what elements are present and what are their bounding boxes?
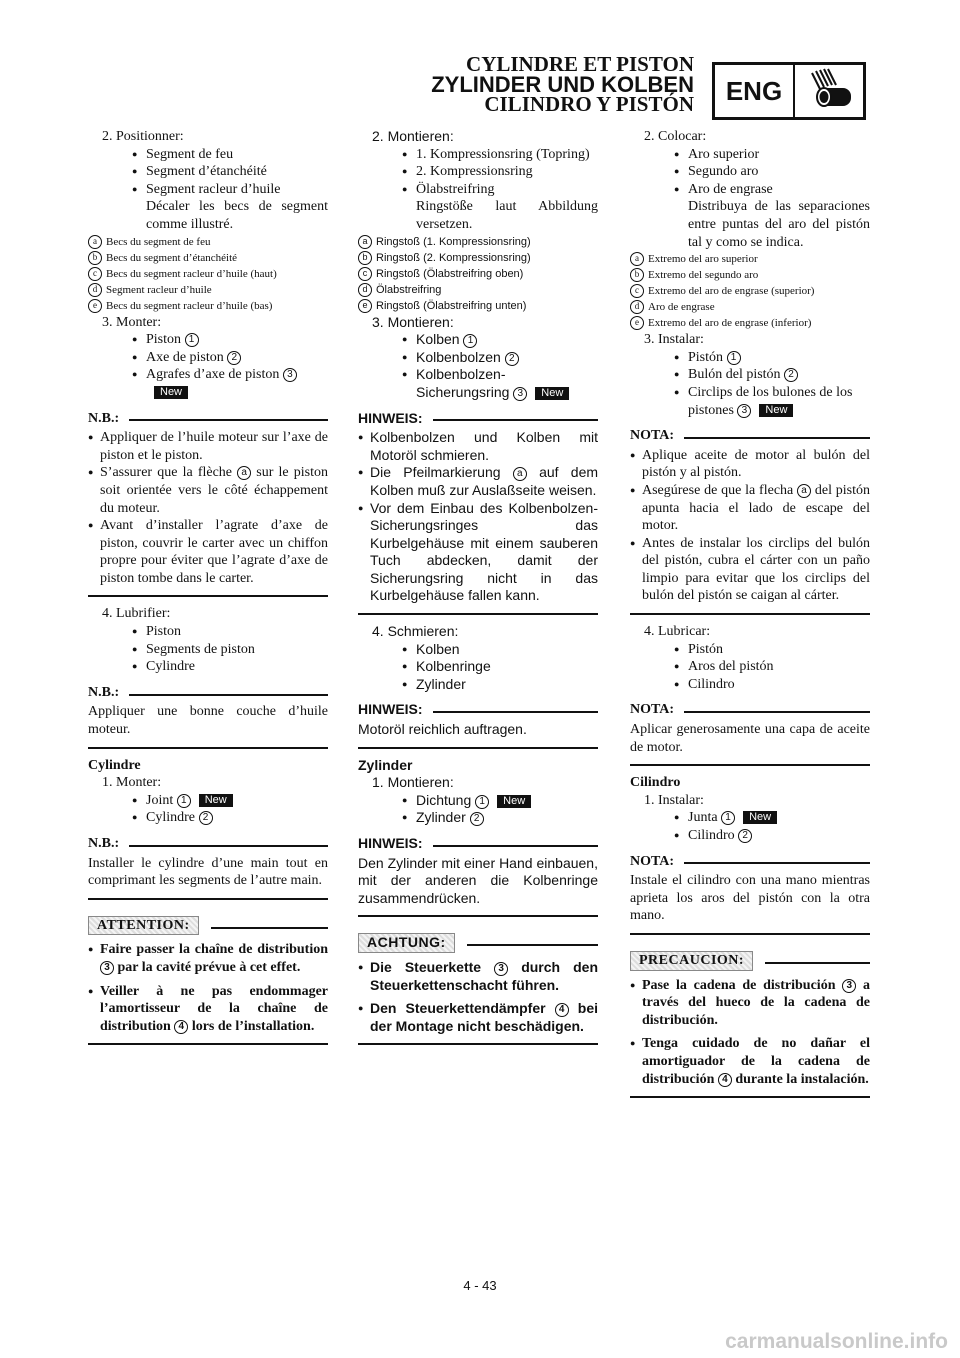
eng-label: ENG [715,65,795,117]
legend-item: a Ringstoß (1. Kompressionsring) [358,234,598,250]
legend-text: Becs du segment de feu [106,235,211,248]
warning-block: ATTENTION: ● Faire passer la chaîne de distribution 3 par la cavité prévue à cet effet. ● Veiller à ne pas endommager l’amortisseur de la chaîne de distribution 4 lors de l’installation. [88,916,328,1046]
column-german [358,128,598,1053]
list-item: ● Dichtung 1 New [358,792,598,810]
list-item: ● Aro de engrase [630,181,870,199]
title-german: ZYLINDER UND KOLBEN [431,72,694,97]
list-item: ● Cilindro 2 [630,827,870,845]
warning-label: ATTENTION: [88,916,199,936]
list-item: ● Cylindre [88,658,328,676]
list-item: ● Segments de piston [88,641,328,659]
step-note: Décaler les becs de segment comme illustré. [146,199,328,232]
step-title: 4. Schmieren: [372,623,459,640]
list-item: ● Aros del pistón [630,658,870,676]
legend-key: a [88,235,102,249]
legend-text: Becs du segment racleur d’huile (haut) [106,267,277,280]
legend-item: b Ringstoß (2. Kompressionsring) [358,250,598,266]
legend-item: b Extremo del segundo aro [630,267,870,283]
column-spanish [630,128,870,1106]
legend-text: Becs du segment d’étanchéité [106,251,238,264]
list-item: ● Piston [88,623,328,641]
note-block: HINWEIS: Den Zylinder mit einer Hand einbauen, mit der anderen die Kolbenringe zusammendrücken. [358,835,598,917]
step-title: 3. Instalar: [644,332,704,348]
column-french [88,128,328,1053]
list-item: ● 1. Kompressionsring (Topring) [358,146,598,164]
list-item: ● Piston 1 [88,331,328,349]
list-item: ● Kolbenbolzen 2 [358,349,598,367]
page-header [0,0,960,130]
legend-item [88,266,328,282]
list-item: ● Junta 1 New [630,809,870,827]
section-title: Cylindre [88,757,141,773]
section-title: Cilindro [630,775,681,791]
step-title: 1. Montieren: [372,774,454,791]
page-number: 4 - 43 [463,1278,497,1293]
legend-item [88,250,328,266]
legend-key: c [88,267,102,281]
list-item: ● Kolben 1 [358,331,598,349]
note-label: N.B.: [88,410,120,426]
step-title: 3. Montieren: [372,313,454,330]
list-item: ● Pistón 1 [630,349,870,367]
note-block: HINWEIS: ● Kolbenbolzen und Kolben mit Motoröl schmieren. ● Die Pfeilmarkierung a auf dem Kolben muß zur Auslaßseite weisen. ● Vor dem Einbau des Kolbenbolzen-Sicherungsringes das Kurbelgehäuse mit einem sauberen Tuch abdecken, damit der Sicherungsring nicht in das Kurbelgehäuse fallen kann. [358,410,598,616]
list-item: ● Ölabstreifring [358,181,598,199]
list-item: ● Cylindre 2 [88,809,328,827]
engine-icon [795,65,863,117]
legend-item [88,234,328,250]
step-title: 1. Monter: [102,775,162,791]
note-block: HINWEIS: Motoröl reichlich auftragen. [358,701,598,748]
legend-item: e Ringstoß (Ölabstreifring unten) [358,298,598,314]
title-french: CYLINDRE ET PISTON [466,52,694,76]
step-title: 4. Lubricar: [644,624,711,640]
list-item: ● Pistón [630,641,870,659]
step-title: 1. Instalar: [644,792,704,808]
section-title: Zylinder [358,756,413,773]
note-block: NOTA: Aplicar generosamente una capa de aceite de motor. [630,701,870,766]
list-item: ● Aro superior [630,146,870,164]
step-title: 3. Monter: [102,314,162,330]
watermark: carmanualsonline.info [725,1330,948,1353]
section-badge [712,62,866,120]
list-item: ● Segundo aro [630,163,870,181]
new-badge: New [154,386,188,399]
list-item: ● Segment racleur d’huile [88,181,328,199]
legend-item [88,282,328,298]
legend-key: d [88,283,102,297]
legend-item: a Extremo del aro superior [630,251,870,267]
legend-key: b [88,251,102,265]
legend-item: d Aro de engrase [630,299,870,315]
list-item: ● Axe de piston 2 [88,349,328,367]
list-item: ● Agrafes d’axe de piston 3New [88,366,328,401]
step-title: 4. Lubrifier: [102,606,171,622]
list-item: ● Segment d’étanchéité [88,163,328,181]
legend-item: c Extremo del aro de engrase (superior) [630,283,870,299]
legend-text: Becs du segment racleur d’huile (bas) [106,299,273,312]
legend-item: d Ölabstreifring [358,282,598,298]
legend-item: c Ringstoß (Ölabstreifring oben) [358,266,598,282]
warning-block: ACHTUNG: ● Die Steuerkette 3 durch den Steuerkettenschacht führen. ● Den Steuerkettendämpfer 4 bei der Montage nicht beschädigen. [358,933,598,1045]
list-item: ● Cilindro [630,676,870,694]
step-note: Ringstöße laut Abbildung versetzen. [416,199,598,232]
step-note: Distribuya de las separaciones entre puntas del aro del pistón tal y como se indica. [688,199,870,250]
list-item: ● Segment de feu [88,146,328,164]
list-item: ● Zylinder 2 [358,809,598,827]
note-block: N.B.: ● Appliquer de l’huile moteur sur l’axe de piston et le piston. ● S’assurer que la flèche a sur le piston soit orientée vers le côté échappement du moteur. ● Avant d’installer l’agrate d’axe de piston, couvrir le carter avec un chiffon propre pour éviter que l’agrate d’axe de piston tombe dans le carter. [88,410,328,598]
list-item: ● Kolbenbolzen-Sicherungsring 3 New [358,366,598,401]
title-spanish: CILINDRO Y PISTÓN [484,92,694,116]
list-item: ● Zylinder [358,676,598,694]
list-item: ● Circlips de los bulones de los pistones 3 New [630,384,870,419]
note-block: N.B.: Installer le cylindre d’une main tout en comprimant les segments de l’autre main. [88,835,328,900]
legend-item [88,298,328,314]
step-title: 2. Colocar: [644,129,707,144]
list-item: ● Bulón del pistón 2 [630,366,870,384]
list-item: ● Kolbenringe [358,658,598,676]
warning-block: PRECAUCION: ● Pase la cadena de distribución 3 a través del hueco de la cadena de distribución. ● Tenga cuidado de no dañar el amortiguador de la cadena de distribución 4 durante la instalación. [630,951,870,1098]
step-title: 2. Montieren: [372,128,454,144]
legend-key: e [88,299,102,313]
list-item: ● 2. Kompressionsring [358,163,598,181]
note-block: NOTA: ● Aplique aceite de motor al bulón del pistón y al pistón. ● Asegúrese de que la flecha a del pistón apunta hacia el lado de escape del motor. ● Antes de instalar los circlips del bulón del pistón, cubra el cárter con un paño limpio para evitar que los circlips del bulón del pistón se caigan al cárter. [630,427,870,615]
legend-item: e Extremo del aro de engrase (inferior) [630,315,870,331]
note-block: NOTA: Instale el cilindro con una mano mientras aprieta los aros del pistón con la otra mano. [630,853,870,935]
legend-text: Segment racleur d’huile [106,283,212,296]
note-block: N.B.: Appliquer une bonne couche d’huile moteur. [88,684,328,749]
list-item: ● Kolben [358,641,598,659]
step-title: 2. Positionner: [102,129,184,144]
list-item: ● Joint 1 New [88,792,328,810]
